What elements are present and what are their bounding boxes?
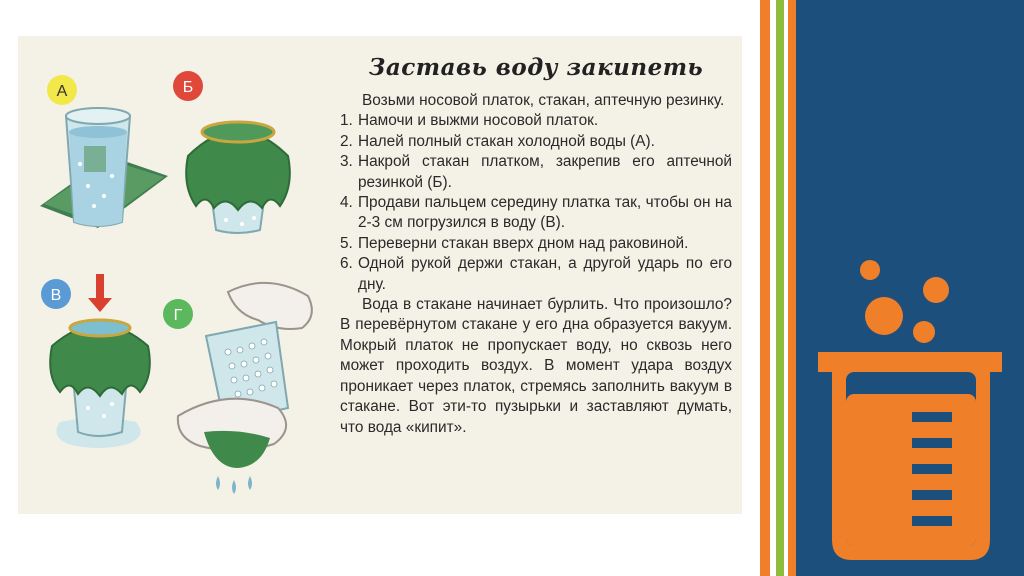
step-number: 6. — [340, 255, 353, 273]
step-item — [340, 234, 732, 254]
label-b: Б — [182, 79, 194, 96]
stripe — [760, 0, 770, 576]
side-panel — [796, 0, 1024, 576]
intro-paragraph: Возьми носовой платок, стакан, аптечную резинку. — [362, 92, 725, 109]
step-item — [340, 254, 732, 295]
illustration-g — [178, 283, 312, 494]
step-number: 5. — [340, 234, 353, 252]
step-number: 3. — [340, 153, 353, 171]
illustration-b — [186, 122, 290, 233]
textbook-scan — [18, 36, 742, 514]
label-g: Г — [173, 307, 183, 324]
step-text: Переверни стакан вверх дном над раковиной. — [358, 234, 689, 252]
page-title: Заставь воду закипеть — [368, 54, 704, 81]
explanation-paragraph: Вода в стакане начинает бурлить. Что произошло? В перевёрнутом стакане у его дна образуется вакуум. Мокрый платок не пропускает воду, но сквозь него может проходить воздух. В момент удара воздух проникает через платок, стремясь заполнить вакуум в стакане. Вот эти-то пузырьки и заставляют думать, что вода «кипит». — [340, 296, 732, 436]
decorative-stripes — [760, 0, 796, 576]
step-item — [340, 193, 732, 234]
label-a: А — [56, 83, 68, 100]
step-item — [340, 111, 732, 131]
instructions-text — [340, 54, 732, 438]
stripe — [788, 0, 796, 576]
label-v: В — [50, 287, 62, 304]
step-text: Накрой стакан платком, закрепив его аптечной резинкой (Б). — [358, 153, 732, 191]
step-text: Продави пальцем середину платка так, чтобы он на 2-3 см погрузился в воду (В). — [358, 194, 732, 232]
step-number: 4. — [340, 194, 353, 212]
stripe — [776, 0, 784, 576]
beaker-bubbles-icon — [796, 0, 1024, 576]
step-text: Намочи и выжми носовой платок. — [358, 112, 599, 130]
step-text: Налей полный стакан холодной воды (А). — [358, 132, 655, 150]
step-text: Одной рукой держи стакан, а другой ударь по его дну. — [358, 255, 732, 293]
step-item — [340, 152, 732, 193]
experiment-illustrations — [18, 36, 348, 514]
step-number: 1. — [340, 112, 353, 130]
illustration-a — [40, 108, 168, 228]
step-number: 2. — [340, 132, 353, 150]
step-item — [340, 132, 732, 152]
